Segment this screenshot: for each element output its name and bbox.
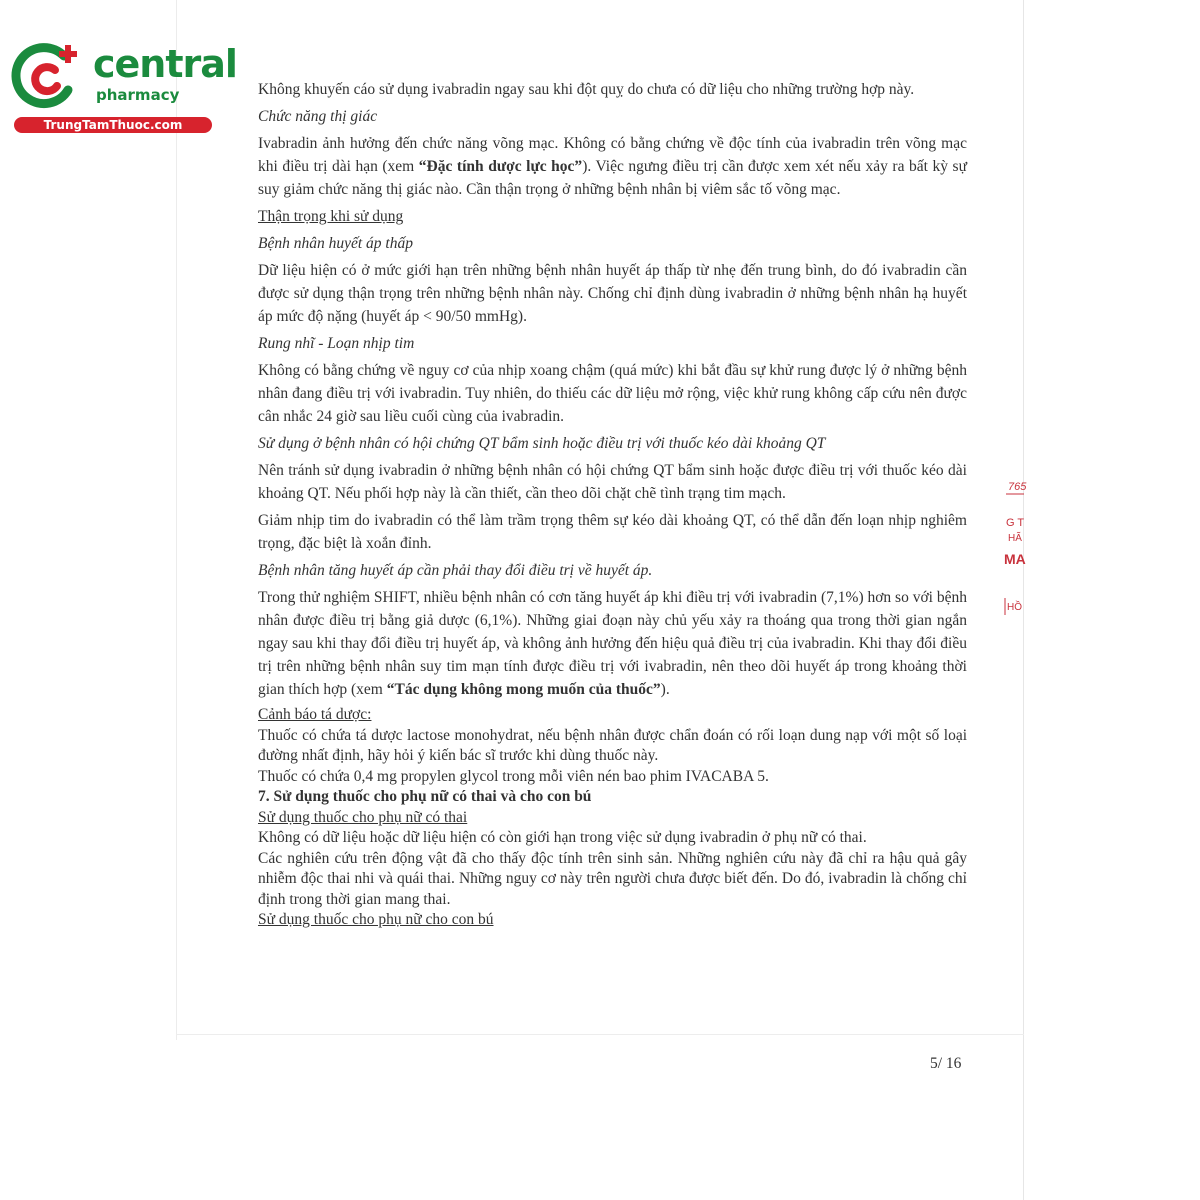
- scan-edge-left: [176, 0, 177, 1040]
- paragraph-hypotension: Dữ liệu hiện có ở mức giới hạn trên những bệnh nhân huyết áp thấp từ nhẹ đến trung bình, do đó ivabradin cần được sử dụng thận trọng trên những bệnh nhân này. Chống chỉ định dùng ivabradin ở những bệnh nhân hạ huyết áp mức độ nặng (huyết áp < 90/50 mmHg).: [258, 262, 967, 325]
- logo-brand-sub: pharmacy: [96, 86, 180, 104]
- paragraph-pregnancy-data: Không có dữ liệu hoặc dữ liệu hiện có còn giới hạn trong việc sử dụng ivabradin ở phụ nữ có thai.: [258, 829, 867, 846]
- heading-breastfeeding: Sử dụng thuốc cho phụ nữ cho con bú: [258, 911, 494, 928]
- paragraph-visual-function: [258, 132, 967, 201]
- paragraph-visual-text-a: Ivabradin ảnh hưởng đến chức năng võng mạc. Không có bằng chứng về độc tính của ivabradin trên võng mạc khi điều trị dài hạn (xem: [258, 135, 967, 175]
- paragraph-propylene-glycol: Thuốc có chứa 0,4 mg propylen glycol trong mỗi viên nén bao phim IVACABA 5.: [258, 767, 769, 785]
- paragraph-qt-avoid: Nên tránh sử dụng ivabradin ở những bệnh nhân có hội chứng QT bẩm sinh hoặc được điều trị với thuốc kéo dài khoảng QT. Nếu phối hợp này là cần thiết, cần theo dõi chặt chẽ tình trạng tim mạch.: [258, 462, 967, 502]
- document-body: [258, 78, 967, 931]
- heading-visual-function: Chức năng thị giác: [258, 108, 378, 125]
- paragraph-animal-studies: Các nghiên cứu trên động vật đã cho thấy độc tính trên sinh sản. Những nghiên cứu này đã chỉ ra hậu quả gây nhiễm độc thai nhi và quái thai. Những nguy cơ này trên người chưa được biết đến. Do đó, ivabradin là chống chỉ định trong thời gian mang thai.: [258, 849, 967, 908]
- central-pharmacy-logo: [10, 38, 237, 138]
- stamp-text-ha: HÃ: [1008, 533, 1022, 544]
- paragraph-shift-trial: [258, 586, 967, 701]
- stamp-text-gt: G T: [1006, 517, 1025, 529]
- red-stamp-fragment: [1004, 470, 1027, 620]
- stamp-text-ma: MA: [1004, 551, 1026, 567]
- stamp-text-ho: HỒ: [1007, 602, 1022, 613]
- page-number: 5/ 16: [930, 1055, 962, 1072]
- heading-section-7: 7. Sử dụng thuốc cho phụ nữ có thai và cho con bú: [258, 788, 592, 805]
- paragraph-arrhythmia: Không có bằng chứng về nguy cơ của nhịp xoang chậm (quá mức) khi bắt đầu sự khử rung được lý ở những bệnh nhân đang điều trị với ivabradin. Tuy nhiên, do thiếu các dữ liệu mở rộng, việc khử rung không cấp cứu nên được cân nhắc 24 giờ sau liều cuối cùng của ivabradin.: [258, 362, 967, 425]
- logo-website-bar: TrungTamThuoc.com: [14, 117, 212, 133]
- heading-hypotension: Bệnh nhân huyết áp thấp: [258, 235, 413, 252]
- heading-caution: Thận trọng khi sử dụng: [258, 208, 404, 225]
- paragraph-shift-text-a: Trong thử nghiệm SHIFT, nhiều bệnh nhân có cơn tăng huyết áp khi điều trị với ivabradin (7,1%) hơn so với bệnh nhân được điều trị bằng giả dược (6,1%). Những giai đoạn này chủ yếu xảy ra thoáng qua trong thời gian ngắn ngay sau khi thay đổi điều trị huyết áp, và không ảnh hưởng đến hiệu quả điều trị của ivabradin. Khi thay đổi điều trị trên những bệnh nhân suy tim mạn tính được điều trị với ivabradin, nên theo dõi huyết áp trong khoảng thời gian thích hợp (xem: [258, 589, 967, 698]
- paragraph-qt-torsades: Giảm nhịp tim do ivabradin có thể làm trầm trọng thêm sự kéo dài khoảng QT, có thể dẫn đến loạn nhịp nghiêm trọng, đặc biệt là xoắn đỉnh.: [258, 512, 967, 552]
- scan-bottom-edge: [176, 1034, 1024, 1035]
- heading-excipient-warning: Cảnh báo tá dược:: [258, 706, 372, 723]
- logo-brand-name: central: [93, 42, 237, 86]
- paragraph-visual-text-b: ). Việc ngưng điều trị cần được xem xét nếu xảy ra bất kỳ sự suy giảm chức năng thị giác nào. Cần thận trọng ở những bệnh nhân bị viêm sắc tố võng mạc.: [258, 158, 967, 198]
- logo-mark-icon: [10, 38, 84, 112]
- stamp-graphic: [1004, 470, 1027, 620]
- heading-hypertension: Bệnh nhân tăng huyết áp cần phải thay đổi điều trị về huyết áp.: [258, 562, 653, 579]
- paragraph-shift-text-b: ).: [660, 681, 670, 698]
- stamp-text-765: 765: [1008, 481, 1027, 493]
- paragraph-stroke-note: Không khuyến cáo sử dụng ivabradin ngay sau khi đột quỵ do chưa có dữ liệu cho những trường hợp này.: [258, 81, 915, 98]
- paragraph-lactose: Thuốc có chứa tá dược lactose monohydrat, nếu bệnh nhân được chẩn đoán có rối loạn dung nạp với một số loại đường nhất định, hãy hỏi ý kiến bác sĩ trước khi dùng thuốc này.: [258, 726, 967, 764]
- heading-pregnancy: Sử dụng thuốc cho phụ nữ có thai: [258, 808, 468, 826]
- heading-arrhythmia: Rung nhĩ - Loạn nhịp tim: [258, 335, 415, 352]
- heading-qt: Sử dụng ở bệnh nhân có hội chứng QT bẩm sinh hoặc điều trị với thuốc kéo dài khoảng QT: [258, 435, 826, 452]
- reference-pharmacodynamics: “Đặc tính dược lực học”: [418, 158, 583, 175]
- reference-adverse-effects: “Tác dụng không mong muốn của thuốc”: [386, 681, 661, 698]
